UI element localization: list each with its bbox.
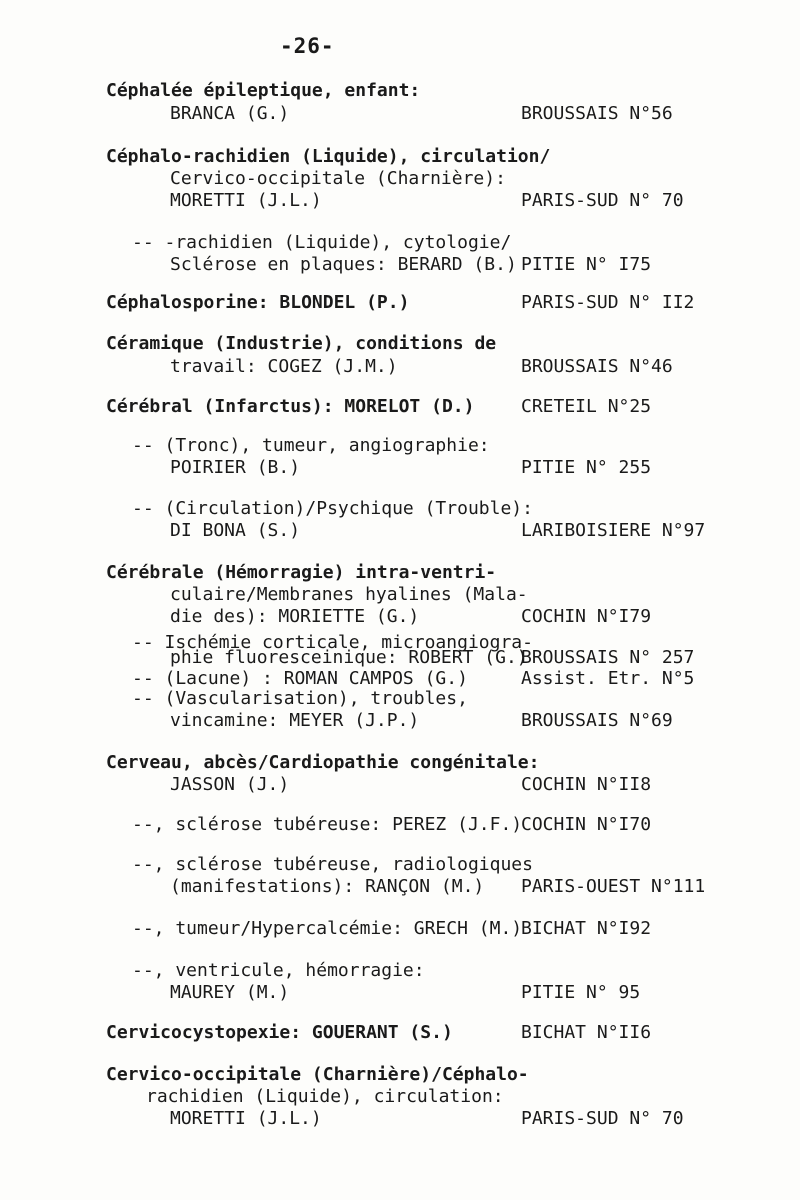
entry-reference: PARIS-SUD N° 70 <box>521 1108 684 1129</box>
entry-heading: -- Ischémie corticale, microangiogra- <box>132 632 533 653</box>
entry-author: phie fluoresceinique: ROBERT (G.) <box>170 647 528 668</box>
entry-heading: -- (Lacune) : ROMAN CAMPOS (G.) <box>132 668 468 689</box>
entry-heading: Cérébrale (Hémorragie) intra-ventri- <box>106 562 497 583</box>
entry-reference: PARIS-SUD N° II2 <box>521 292 695 313</box>
entry-heading: --, sclérose tubéreuse, radiologiques <box>132 854 533 875</box>
entry-heading: -- (Vascularisation), troubles, <box>132 688 468 709</box>
page-number: -26- <box>280 34 335 58</box>
entry-reference: COCHIN N°I70 <box>521 814 652 835</box>
entry-reference: COCHIN N°II8 <box>521 774 652 795</box>
entry-line: culaire/Membranes hyalines (Mala- <box>170 584 528 605</box>
entry-author: vincamine: MEYER (J.P.) <box>170 710 420 731</box>
entry-heading: Céramique (Industrie), conditions de <box>106 333 497 354</box>
entry-author: die des): MORIETTE (G.) <box>170 606 420 627</box>
entry-author: MORETTI (J.L.) <box>170 1108 322 1129</box>
entry-reference: PARIS-OUEST N°111 <box>521 876 706 897</box>
entry-heading: Cervicocystopexie: GOUERANT (S.) <box>106 1022 453 1043</box>
entry-author: POIRIER (B.) <box>170 457 301 478</box>
entry-heading: Cérébral (Infarctus): MORELOT (D.) <box>106 396 475 417</box>
entry-reference: PITIE N° 255 <box>521 457 652 478</box>
entry-heading: --, sclérose tubéreuse: PEREZ (J.F.) <box>132 814 523 835</box>
entry-reference: BICHAT N°I92 <box>521 918 652 939</box>
entry-heading: --, ventricule, hémorragie: <box>132 960 425 981</box>
entry-reference: BICHAT N°II6 <box>521 1022 652 1043</box>
entry-author: DI BONA (S.) <box>170 520 301 541</box>
entry-heading: -- (Circulation)/Psychique (Trouble): <box>132 498 533 519</box>
entry-heading: Cerveau, abcès/Cardiopathie congénitale: <box>106 752 540 773</box>
entry-reference: LARIBOISIERE N°97 <box>521 520 706 541</box>
entry-reference: COCHIN N°I79 <box>521 606 652 627</box>
entry-heading: Cervico-occipitale (Charnière)/Céphalo- <box>106 1064 529 1085</box>
entry-reference: PITIE N° I75 <box>521 254 652 275</box>
entry-reference: BROUSSAIS N° 257 <box>521 647 695 668</box>
entry-author: travail: COGEZ (J.M.) <box>170 356 398 377</box>
entry-reference: Assist. Etr. N°5 <box>521 668 695 689</box>
entry-line: rachidien (Liquide), circulation: <box>146 1086 504 1107</box>
entry-line: Cervico-occipitale (Charnière): <box>170 168 506 189</box>
entry-heading: Céphalo-rachidien (Liquide), circulation/ <box>106 146 551 167</box>
entry-author: (manifestations): RANÇON (M.) <box>170 876 485 897</box>
entry-heading: Céphalosporine: BLONDEL (P.) <box>106 292 410 313</box>
entry-heading: -- -rachidien (Liquide), cytologie/ <box>132 232 512 253</box>
entry-author: JASSON (J.) <box>170 774 290 795</box>
entry-reference: PARIS-SUD N° 70 <box>521 190 684 211</box>
entry-author: MORETTI (J.L.) <box>170 190 322 211</box>
entry-reference: CRETEIL N°25 <box>521 396 652 417</box>
entry-reference: BROUSSAIS N°56 <box>521 103 673 124</box>
entry-heading: Céphalée épileptique, enfant: <box>106 80 421 101</box>
entry-author: Sclérose en plaques: BERARD (B.) <box>170 254 517 275</box>
entry-heading: -- (Tronc), tumeur, angiographie: <box>132 435 490 456</box>
entry-author: BRANCA (G.) <box>170 103 290 124</box>
entry-heading: --, tumeur/Hypercalcémie: GRECH (M.) <box>132 918 523 939</box>
entry-reference: BROUSSAIS N°46 <box>521 356 673 377</box>
entry-author: MAUREY (M.) <box>170 982 290 1003</box>
entry-reference: BROUSSAIS N°69 <box>521 710 673 731</box>
entry-reference: PITIE N° 95 <box>521 982 641 1003</box>
